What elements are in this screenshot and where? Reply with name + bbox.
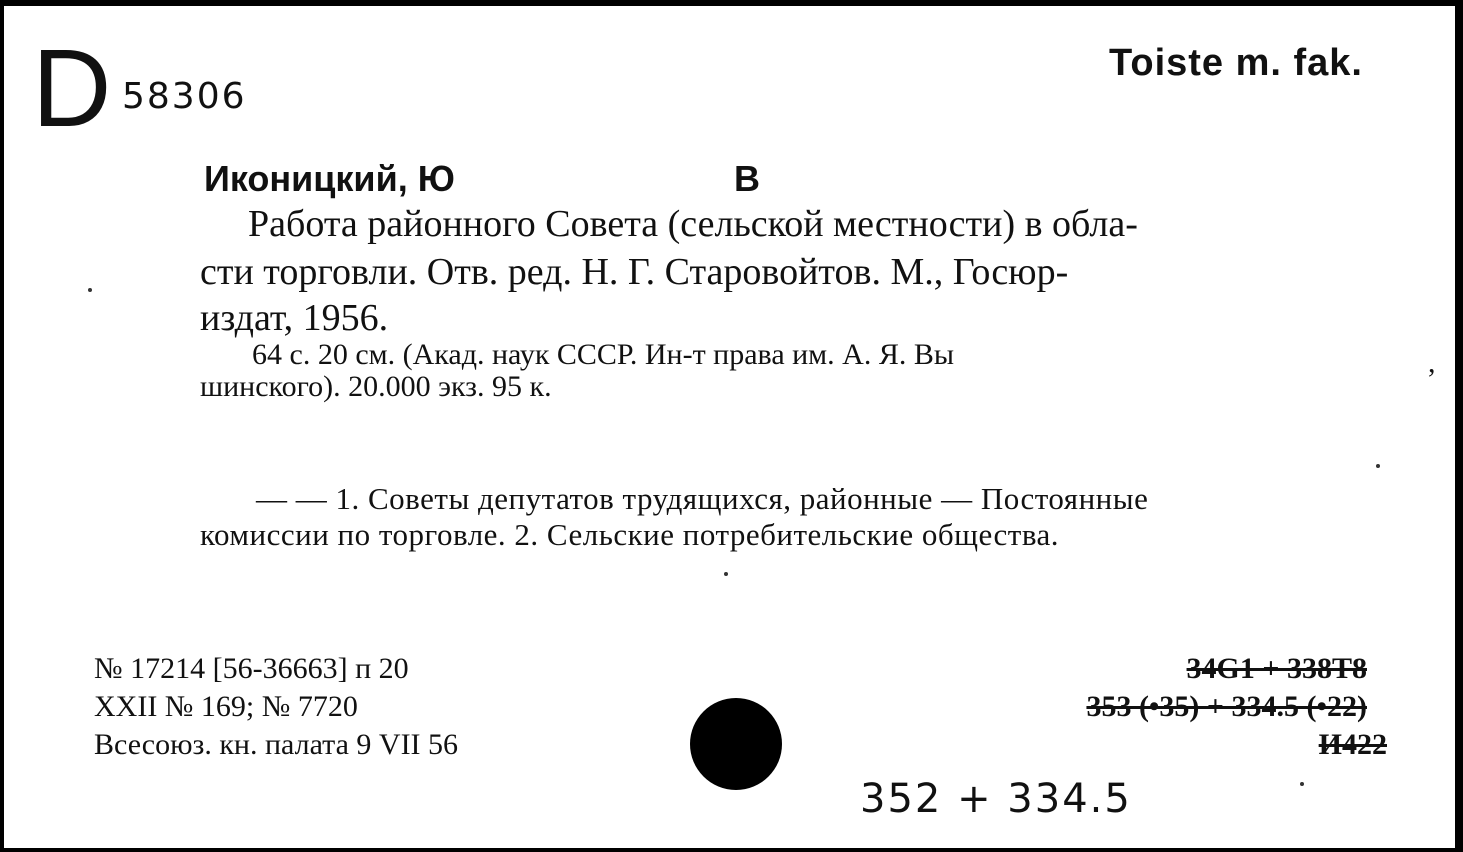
catalog-card — [4, 6, 1455, 848]
collection-letter: D — [32, 27, 112, 150]
stamp-text: Toiste m. fak. — [1108, 42, 1363, 84]
class-line-3: И422 — [1318, 728, 1387, 761]
registry-line-1: № 17214 [56-36663] п 20 — [94, 652, 409, 685]
collation-line-1: 64 с. 20 см. (Акад. наук СССР. Ин-т права им. А. Я. Вы — [252, 338, 955, 371]
call-number: 58306 — [122, 76, 247, 117]
speck — [1376, 464, 1380, 468]
speck — [1300, 782, 1304, 786]
subject-line-2: комиссии по торговле. 2. Сельские потребительские общества. — [200, 517, 1060, 552]
title-line-3: издат, 1956. — [200, 297, 389, 339]
author-name: Иконицкий, Ю — [204, 158, 455, 199]
subject-line-1: — — 1. Советы депутатов трудящихся, районные — Постоянные — [256, 481, 1149, 516]
class-line-2: 353 (•35) + 334.5 (•22) — [1086, 690, 1367, 723]
collation-line-2: шинского). 20.000 экз. 95 к. — [200, 370, 552, 403]
author-initial: В — [734, 158, 760, 199]
speck — [88, 288, 92, 292]
registry-line-2: XXII № 169; № 7720 — [94, 690, 358, 723]
class-line-1: 34G1 + 338T8 — [1186, 652, 1367, 685]
speck — [724, 572, 728, 576]
stray-comma: , — [1428, 346, 1436, 379]
punch-hole — [690, 698, 782, 790]
title-line-2: сти торговли. Отв. ред. Н. Г. Старовойтов. М., Госюр- — [200, 251, 1069, 293]
registry-line-3: Всесоюз. кн. палата 9 VII 56 — [94, 728, 459, 761]
title-line-1: Работа районного Совета (сельской местности) в обла- — [248, 203, 1138, 245]
handwritten-classification: 352 + 334.5 — [860, 776, 1132, 822]
